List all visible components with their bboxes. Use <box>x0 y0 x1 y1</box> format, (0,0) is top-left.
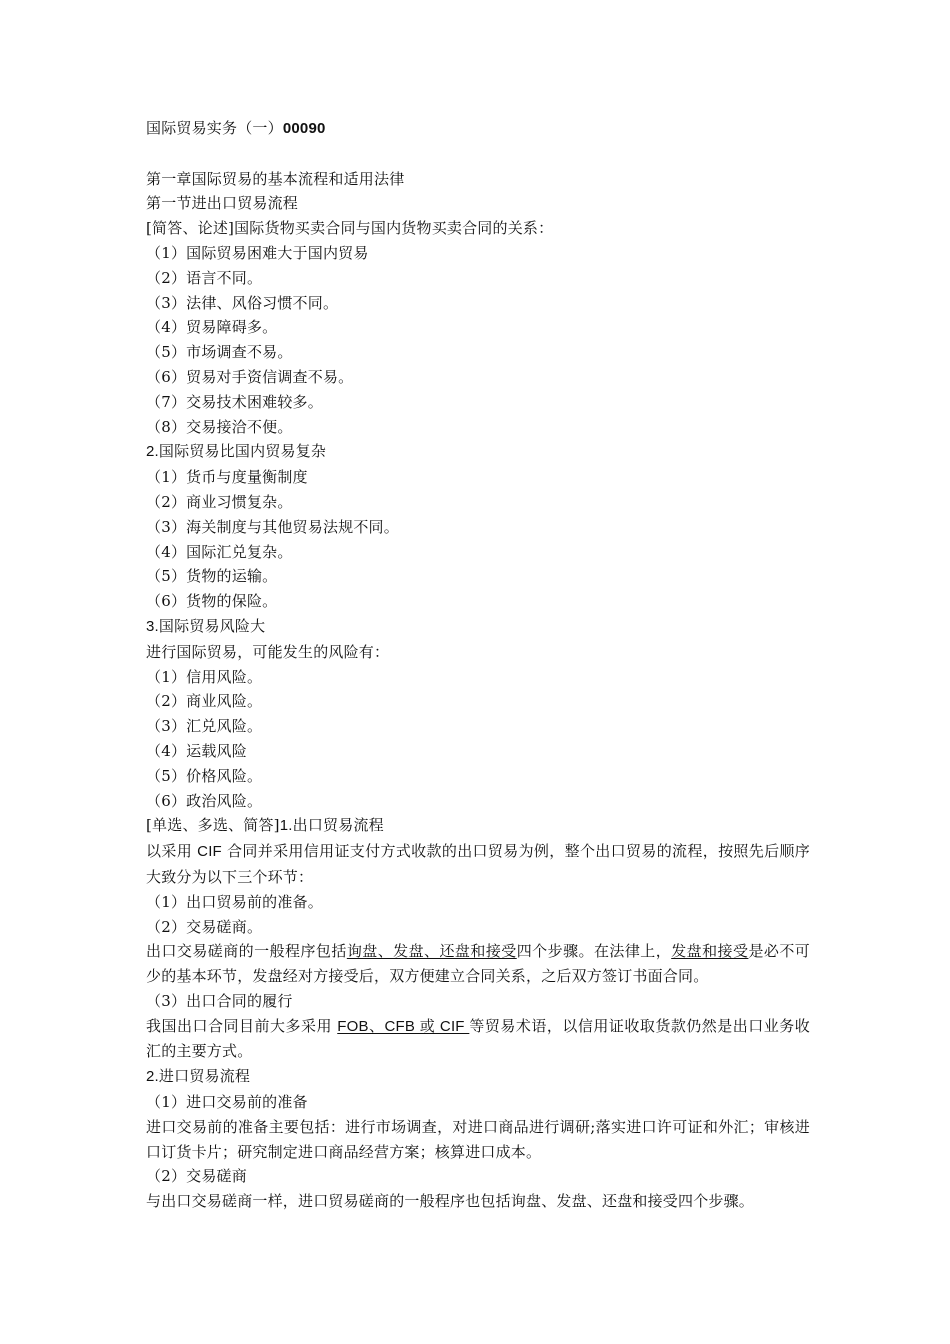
list-item: （2）交易磋商。 <box>146 917 263 936</box>
text-run: 以采用 <box>146 842 198 861</box>
paragraph-import-prep: 进口交易前的准备主要包括：进行市场调查，对进口商品进行调研;落实进口许可证和外汇；审核进口订货卡片；研究制定进口商品经营方案；核算进口成本。 <box>146 1117 810 1161</box>
list-item: （4）国际汇兑复杂。 <box>146 542 293 561</box>
term-cif: CIF <box>197 843 222 861</box>
list-item: （2）交易磋商 <box>146 1167 247 1186</box>
subheading-text: 国际贸易风险大 <box>158 616 266 635</box>
underlined-steps: 询盘、发盘、还盘和接受 <box>346 942 517 961</box>
list-item: （5）市场调查不易。 <box>146 343 293 362</box>
list-item: （3）海关制度与其他贸易法规不同。 <box>146 517 399 536</box>
subheading-text: 进口贸易流程 <box>158 1067 251 1086</box>
question-type-tag: [单选、多选、简答] <box>146 816 280 835</box>
list-item: （5）价格风险。 <box>146 766 263 785</box>
subheading-complexity <box>146 439 810 465</box>
document-title-text: 国际贸易实务（一） <box>146 119 283 137</box>
list-item: （8）交易接洽不便。 <box>146 417 293 436</box>
list-item: （3）出口合同的履行 <box>146 991 293 1010</box>
document-title <box>146 116 810 142</box>
text-run: 我国出口合同目前大多采用 <box>146 1016 338 1035</box>
list-item: （5）货物的运输。 <box>146 567 278 586</box>
list-item: （6）政治风险。 <box>146 791 263 810</box>
list-item: （1）进口交易前的准备 <box>146 1093 308 1112</box>
blank-line <box>146 142 810 167</box>
paragraph-negotiation <box>146 939 810 989</box>
paragraph-trade-terms <box>146 1014 810 1065</box>
list-item: （4）贸易障碍多。 <box>146 318 278 337</box>
underlined-key-steps: 发盘和接受 <box>671 942 749 961</box>
list-item: （2）商业风险。 <box>146 692 263 711</box>
subheading-import <box>146 1064 810 1090</box>
subheading-number: 2. <box>146 1068 159 1086</box>
question-heading-export <box>146 813 810 839</box>
list-item: （6）贸易对手资信调查不易。 <box>146 367 354 386</box>
risk-intro: 进行国际贸易，可能发生的风险有： <box>146 642 390 661</box>
chapter-heading: 第一章国际贸易的基本流程和适用法律 <box>146 169 405 188</box>
course-code: 00090 <box>282 120 326 137</box>
list-item: （4）运载风险 <box>146 741 247 760</box>
text-run: 合同并采用信用证支付方式收款的出口贸易为例，整个出口贸易的流程，按照先后顺序大致分为以下三个环节： <box>146 842 810 886</box>
subheading-text: 出口贸易流程 <box>292 816 384 835</box>
document-body <box>146 116 810 1214</box>
paragraph-import-negotiation: 与出口交易磋商一样，进口贸易磋商的一般程序也包括询盘、发盘、还盘和接受四个步骤。 <box>146 1192 755 1211</box>
paragraph-export-intro <box>146 839 810 890</box>
list-item: （3）汇兑风险。 <box>146 717 263 736</box>
text-run: 四个步骤。在法律上， <box>516 942 672 961</box>
text-run: 出口交易磋商的一般程序包括 <box>146 942 347 961</box>
list-item: （2）商业习惯复杂。 <box>146 492 293 511</box>
text-run: 等贸易术语，以信用证收取货款仍然是出口业务收汇的主要方式。 <box>146 1016 810 1061</box>
subheading-text: 国际贸易比国内贸易复杂 <box>158 442 327 461</box>
subheading-number: 1. <box>279 817 293 835</box>
question-heading-relationship: [简答、论述]国际货物买卖合同与国内货物买卖合同的关系： <box>146 219 554 238</box>
list-item: （6）货物的保险。 <box>146 592 278 611</box>
list-item: （7）交易技术困难较多。 <box>146 392 323 411</box>
list-item: （1）货币与度量衡制度 <box>146 468 308 487</box>
subheading-risk <box>146 614 810 640</box>
subheading-number: 2. <box>146 443 159 461</box>
underlined-trade-terms: FOB、CFB 或 CIF <box>337 1017 470 1035</box>
subheading-number: 3. <box>146 617 159 635</box>
list-item: （1）信用风险。 <box>146 667 263 686</box>
text-run: 是必不可少的基本环节，发盘经对方接受后，双方便建立合同关系，之后双方签订书面合同。 <box>146 942 810 986</box>
list-item: （2）语言不同。 <box>146 268 263 287</box>
list-item: （1）出口贸易前的准备。 <box>146 892 323 911</box>
list-item: （1）国际贸易困难大于国内贸易 <box>146 243 369 262</box>
list-item: （3）法律、风俗习惯不同。 <box>146 293 339 312</box>
section-heading: 第一节进出口贸易流程 <box>146 194 299 213</box>
